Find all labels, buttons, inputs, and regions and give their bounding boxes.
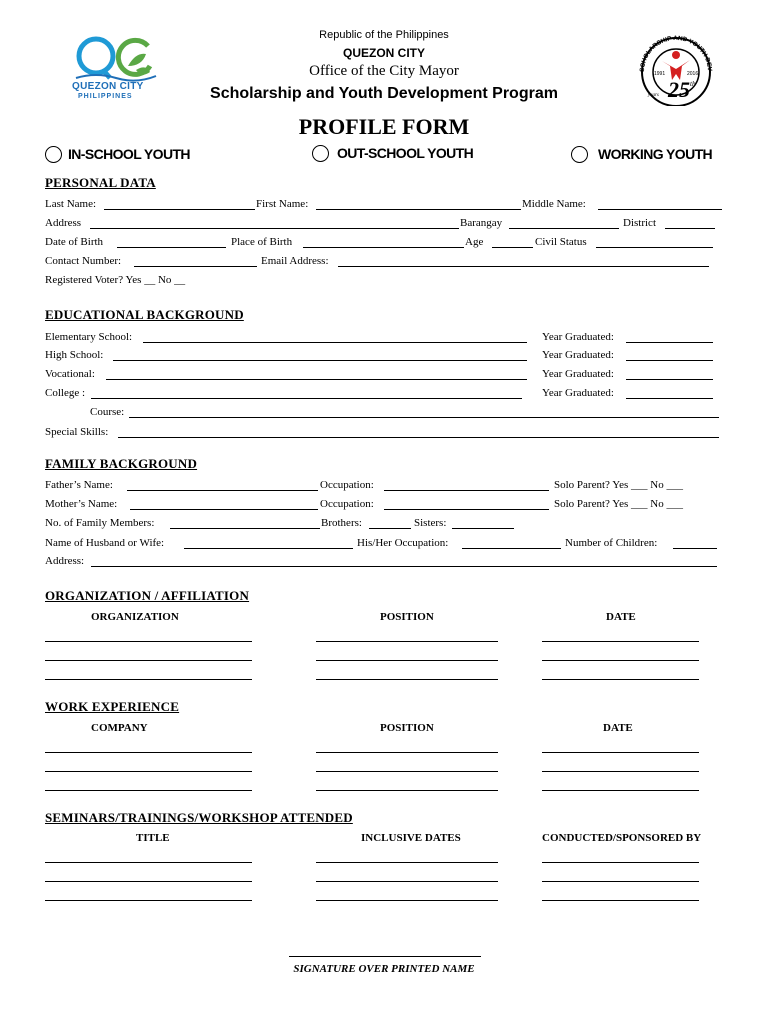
civil-status-field[interactable] bbox=[596, 247, 713, 248]
contact-label: Contact Number: bbox=[45, 255, 122, 267]
organization-row-3-date[interactable] bbox=[542, 679, 699, 680]
vocational-year-field[interactable] bbox=[626, 379, 713, 380]
organization-date-col-header: DATE bbox=[606, 611, 636, 623]
college-year-label: Year Graduated: bbox=[542, 387, 614, 399]
work-row-2-date[interactable] bbox=[542, 771, 699, 772]
seminar-row-1-dates[interactable] bbox=[316, 862, 498, 863]
organization-col-header: ORGANIZATION bbox=[91, 611, 179, 623]
seal-year-left: 1991 bbox=[654, 71, 666, 77]
seal-year-right: 2016 bbox=[687, 71, 699, 77]
in-school-radio[interactable] bbox=[45, 146, 62, 163]
signature-label: SIGNATURE OVER PRINTED NAME bbox=[293, 963, 475, 975]
pob-field[interactable] bbox=[303, 247, 464, 248]
father-label: Father’s Name: bbox=[45, 479, 113, 491]
seminar-row-3-sponsor[interactable] bbox=[542, 900, 699, 901]
brothers-field[interactable] bbox=[369, 528, 411, 529]
spouse-field[interactable] bbox=[184, 548, 353, 549]
work-date-col-header: DATE bbox=[603, 722, 633, 734]
first-name-label: First Name: bbox=[256, 198, 309, 210]
email-label: Email Address: bbox=[261, 255, 329, 267]
seminars-title-col-header: TITLE bbox=[136, 832, 170, 844]
spouse-occupation-label: His/Her Occupation: bbox=[357, 537, 449, 549]
qc-logo-line2: PHILIPPINES bbox=[78, 93, 133, 100]
civil-status-label: Civil Status bbox=[535, 236, 587, 248]
family-heading: FAMILY BACKGROUND bbox=[45, 456, 198, 471]
high-school-label: High School: bbox=[45, 349, 104, 361]
voter-label: Registered Voter? Yes __ No __ bbox=[45, 274, 186, 286]
work-row-1-date[interactable] bbox=[542, 752, 699, 753]
seal-anniversary: 25 bbox=[668, 77, 690, 102]
sisters-field[interactable] bbox=[452, 528, 514, 529]
address-label: Address bbox=[45, 217, 82, 229]
seminars-heading: SEMINARS/TRAININGS/WORKSHOP ATTENDED bbox=[45, 810, 353, 825]
out-school-radio[interactable] bbox=[312, 145, 329, 162]
office-line: Office of the City Mayor bbox=[309, 63, 459, 79]
sisters-label: Sisters: bbox=[414, 517, 447, 529]
work-row-3-position[interactable] bbox=[316, 790, 498, 791]
work-row-3-date[interactable] bbox=[542, 790, 699, 791]
city-line: QUEZON CITY bbox=[342, 46, 425, 60]
form-title: PROFILE FORM bbox=[298, 114, 470, 139]
organization-row-2-name[interactable] bbox=[45, 660, 252, 661]
college-field[interactable] bbox=[91, 398, 522, 399]
college-year-field[interactable] bbox=[626, 398, 713, 399]
high-school-year-field[interactable] bbox=[626, 360, 713, 361]
work-row-2-company[interactable] bbox=[45, 771, 252, 772]
elementary-year-label: Year Graduated: bbox=[542, 331, 614, 343]
in-school-label: IN-SCHOOL YOUTH bbox=[68, 146, 190, 162]
out-school-label: OUT-SCHOOL YOUTH bbox=[337, 145, 474, 161]
organization-row-3-name[interactable] bbox=[45, 679, 252, 680]
personal-data-heading: PERSONAL DATA bbox=[45, 175, 156, 190]
last-name-label: Last Name: bbox=[45, 198, 97, 210]
father-field[interactable] bbox=[127, 490, 318, 491]
elementary-year-field[interactable] bbox=[626, 342, 713, 343]
work-row-2-position[interactable] bbox=[316, 771, 498, 772]
seminar-row-2-title[interactable] bbox=[45, 881, 252, 882]
organization-row-2-position[interactable] bbox=[316, 660, 498, 661]
seminar-row-3-title[interactable] bbox=[45, 900, 252, 901]
work-position-col-header: POSITION bbox=[380, 722, 434, 734]
address-field[interactable] bbox=[90, 228, 459, 229]
organization-heading: ORGANIZATION / AFFILIATION bbox=[45, 588, 250, 603]
college-label: College : bbox=[45, 387, 86, 399]
contact-field[interactable] bbox=[134, 266, 257, 267]
district-field[interactable] bbox=[665, 228, 715, 229]
elementary-label: Elementary School: bbox=[45, 331, 133, 343]
organization-row-1-date[interactable] bbox=[542, 641, 699, 642]
signature-field[interactable] bbox=[289, 956, 481, 957]
work-row-1-company[interactable] bbox=[45, 752, 252, 753]
mother-occupation-field[interactable] bbox=[384, 509, 549, 510]
pob-label: Place of Birth bbox=[231, 236, 293, 248]
seminars-sponsor-col-header: CONDUCTED/SPONSORED BY bbox=[542, 832, 702, 844]
organization-row-3-position[interactable] bbox=[316, 679, 498, 680]
organization-row-2-date[interactable] bbox=[542, 660, 699, 661]
seminar-row-2-sponsor[interactable] bbox=[542, 881, 699, 882]
brothers-label: Brothers: bbox=[321, 517, 362, 529]
father-occupation-label: Occupation: bbox=[320, 479, 374, 491]
dob-label: Date of Birth bbox=[45, 236, 104, 248]
dob-field[interactable] bbox=[117, 247, 226, 248]
education-heading: EDUCATIONAL BACKGROUND bbox=[45, 307, 244, 322]
organization-position-col-header: POSITION bbox=[380, 611, 434, 623]
children-field[interactable] bbox=[673, 548, 717, 549]
skills-label: Special Skills: bbox=[45, 426, 109, 438]
seminar-row-3-dates[interactable] bbox=[316, 900, 498, 901]
barangay-label: Barangay bbox=[460, 217, 503, 229]
seminar-row-2-dates[interactable] bbox=[316, 881, 498, 882]
middle-name-field[interactable] bbox=[598, 209, 722, 210]
email-field[interactable] bbox=[338, 266, 709, 267]
father-solo-parent: Solo Parent? Yes ___ No ___ bbox=[554, 479, 683, 491]
work-row-1-position[interactable] bbox=[316, 752, 498, 753]
spouse-occupation-field[interactable] bbox=[462, 548, 561, 549]
members-label: No. of Family Members: bbox=[45, 517, 155, 529]
seal-ring-text: SCHOLARSHIP AND YOUTH DEV bbox=[638, 34, 714, 73]
work-company-col-header: COMPANY bbox=[91, 722, 148, 734]
vocational-field[interactable] bbox=[106, 379, 527, 380]
last-name-field[interactable] bbox=[104, 209, 255, 210]
mother-field[interactable] bbox=[130, 509, 318, 510]
organization-row-1-name[interactable] bbox=[45, 641, 252, 642]
program-line: Scholarship and Youth Development Program bbox=[210, 85, 558, 102]
mother-solo-parent: Solo Parent? Yes ___ No ___ bbox=[554, 498, 683, 510]
first-name-field[interactable] bbox=[316, 209, 521, 210]
seminars-dates-col-header: INCLUSIVE DATES bbox=[361, 832, 461, 844]
seminar-row-1-sponsor[interactable] bbox=[542, 862, 699, 863]
father-occupation-field[interactable] bbox=[384, 490, 549, 491]
work-row-3-company[interactable] bbox=[45, 790, 252, 791]
high-school-year-label: Year Graduated: bbox=[542, 349, 614, 361]
working-youth-label: WORKING YOUTH bbox=[598, 146, 713, 162]
children-label: Number of Children: bbox=[565, 537, 658, 549]
course-label: Course: bbox=[90, 406, 125, 418]
district-label: District bbox=[623, 217, 656, 229]
vocational-label: Vocational: bbox=[45, 368, 95, 380]
seminar-row-1-title[interactable] bbox=[45, 862, 252, 863]
spouse-label: Name of Husband or Wife: bbox=[45, 537, 165, 549]
republic-line: Republic of the Philippines bbox=[319, 29, 449, 41]
family-address-field[interactable] bbox=[91, 566, 717, 567]
seal-anniv-suffix: th bbox=[690, 80, 696, 88]
mother-label: Mother’s Name: bbox=[45, 498, 118, 510]
middle-name-label: Middle Name: bbox=[522, 198, 586, 210]
age-field[interactable] bbox=[492, 247, 533, 248]
qc-logo-line1: QUEZON CITY bbox=[72, 81, 144, 92]
work-heading: WORK EXPERIENCE bbox=[45, 699, 180, 714]
age-label: Age bbox=[465, 236, 484, 248]
high-school-field[interactable] bbox=[113, 360, 527, 361]
members-field[interactable] bbox=[170, 528, 320, 529]
barangay-field[interactable] bbox=[509, 228, 619, 229]
skills-field[interactable] bbox=[118, 437, 719, 438]
seal-years-word: years bbox=[648, 93, 659, 98]
course-field[interactable] bbox=[129, 417, 719, 418]
organization-row-1-position[interactable] bbox=[316, 641, 498, 642]
elementary-field[interactable] bbox=[143, 342, 527, 343]
family-address-label: Address: bbox=[45, 555, 85, 567]
working-youth-radio[interactable] bbox=[571, 146, 588, 163]
vocational-year-label: Year Graduated: bbox=[542, 368, 614, 380]
mother-occupation-label: Occupation: bbox=[320, 498, 374, 510]
